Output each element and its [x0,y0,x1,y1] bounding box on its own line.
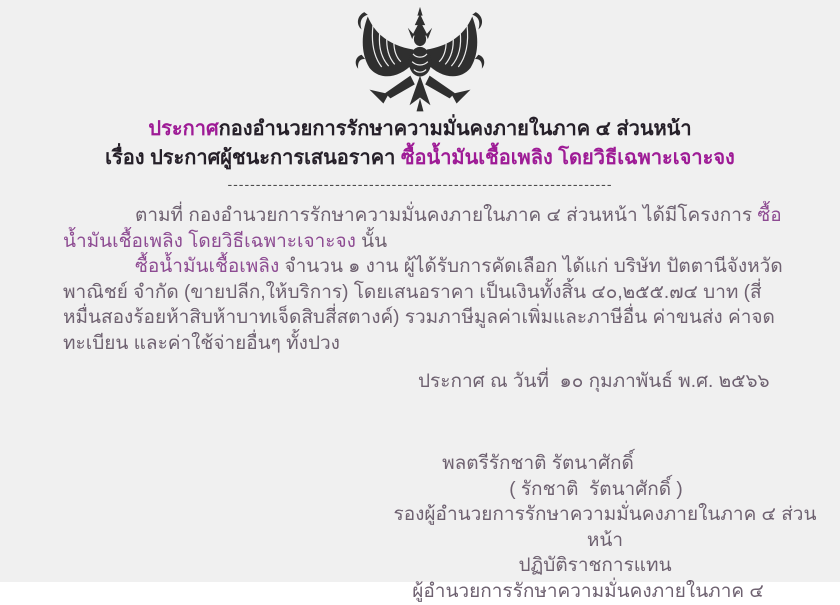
paragraph-winner-details [63,254,783,356]
signer-name: พลตรีรักชาติ รัตนาศักดิ์ [442,453,634,474]
announcement-subject-line [0,145,840,171]
signer-position-line3: ผู้อำนวยการรักษาความมั่นคงภายในภาค ๔ [412,580,764,602]
announcement-title-line1 [0,116,840,142]
para1-closing: นั้น [355,230,388,252]
para2-keyword: ซื้อน้ำมันเชื้อเพลิง [135,256,280,277]
signer-position-line1: รองผู้อำนวยการรักษาความมั่นคงภายในภาค ๔ ส่วนหน้า [393,504,817,551]
garuda-emblem [331,6,509,114]
para2-text: จำนวน ๑ งาน ผู้ได้รับการคัดเลือก ได้แก่ บริษัท ปัตตานีจังหวัดพาณิชย์ จำกัด (ขายปลีก,ให้บริการ) โดยเสนอราคา เป็นเงินทั้งสิ้น ๔๐,๒๕๕.๗๔ บาท (สี่หมื่นสองร้อยห้าสิบห้าบาทเจ็ดสิบสี่สตางค์) รวมภาษีมูลค่าเพิ่มและภาษีอื่น ค่าขนส่ง ค่าจดทะเบียน และค่าใช้จ่ายอื่นๆ ทั้งปวง [63,256,783,354]
document-body [63,203,783,356]
para1-keyword: ซื้อน้ำมันเชื้อเพลิง โดยวิธีเฉพาะเจาะจง [63,205,782,252]
announcement-date-line: ประกาศ ณ วันที่ ๑๐ กุมภาพันธ์ พ.ศ. ๒๕๖๖ [418,371,770,392]
signer-position-line2: ปฏิบัติราชการแทน [518,555,672,577]
title-keyword-prakat: ประกาศ [148,118,219,140]
subject-prefix: เรื่อง ประกาศผู้ชนะการเสนอราคา [105,147,401,169]
paragraph-project-reference [63,203,783,254]
garuda-emblem-icon [331,6,509,114]
para1-text: ตามที่ กองอำนวยการรักษาความมั่นคงภายในภาค ๔ ส่วนหน้า ได้มีโครงการ [135,205,758,226]
subject-keyword-procurement: ซื้อน้ำมันเชื้อเพลิง โดยวิธีเฉพาะเจาะจง [400,147,735,169]
signer-name-parenthesized: ( รักชาติ รัตนาศักดิ์ ) [509,478,683,500]
dashed-divider: -------------------------------------------------------------------- [227,176,613,192]
title-agency-name: กองอำนวยการรักษาความมั่นคงภายในภาค ๔ ส่วนหน้า [218,118,692,140]
signature-block [380,451,820,605]
